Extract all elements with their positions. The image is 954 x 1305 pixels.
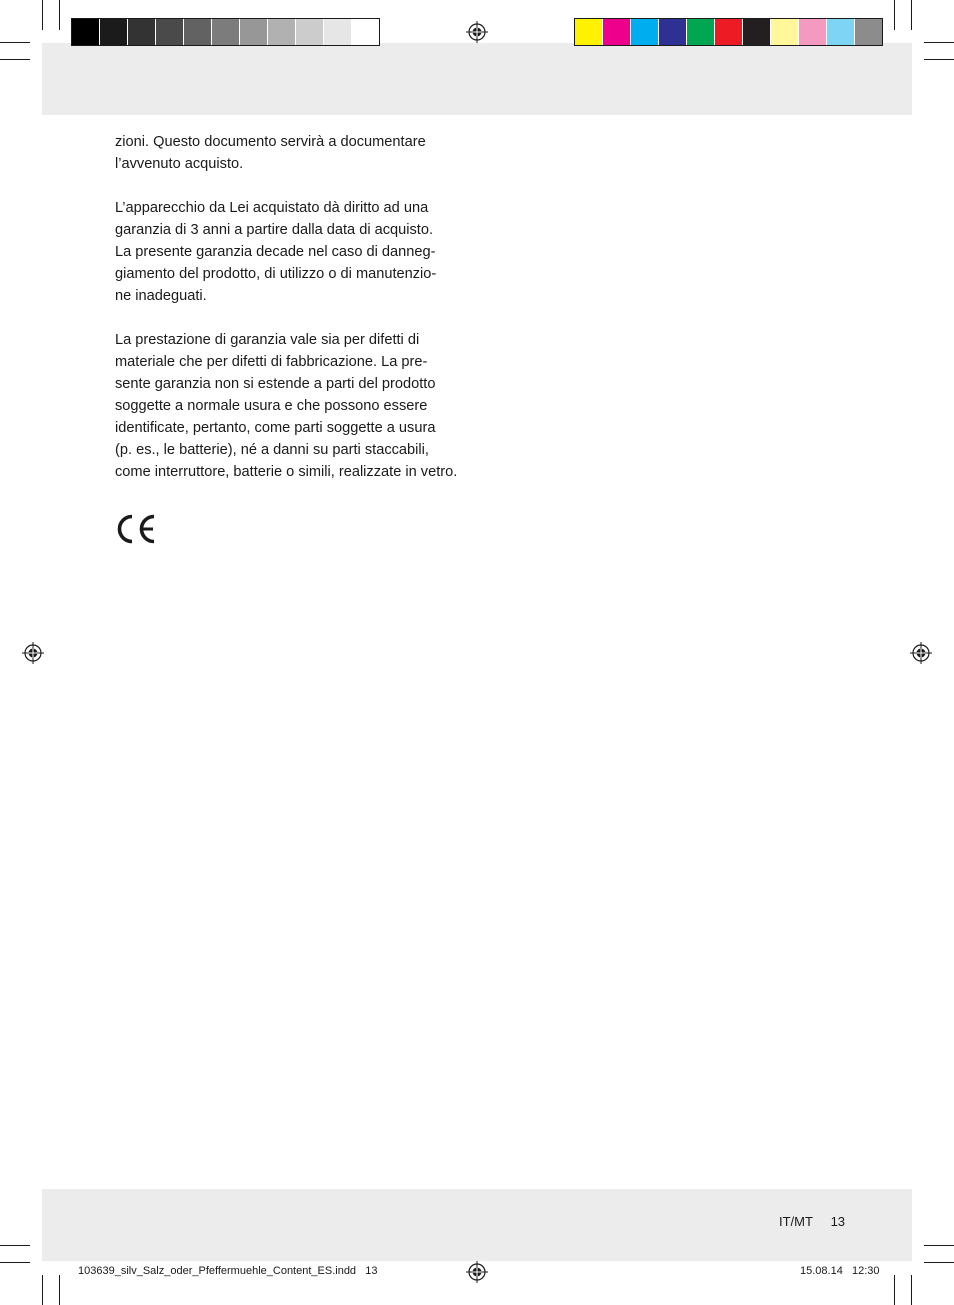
crop-mark — [924, 59, 954, 60]
crop-mark — [42, 1275, 43, 1305]
color-swatch — [799, 19, 827, 45]
paragraph-warranty-scope — [115, 329, 475, 483]
gray-swatch — [212, 19, 240, 45]
slug-datetime: 15.08.14 12:30 — [800, 1265, 880, 1277]
page-folio — [779, 1214, 845, 1229]
gray-swatch — [324, 19, 352, 45]
slug-filename: 103639_silv_Salz_oder_Pfeffermuehle_Content_ES.indd 13 — [78, 1265, 378, 1277]
gray-swatch — [352, 19, 379, 45]
crop-mark — [924, 1245, 954, 1246]
gray-swatch — [268, 19, 296, 45]
paragraph-receipt — [115, 131, 475, 175]
color-swatch — [743, 19, 771, 45]
crop-mark — [59, 1275, 60, 1305]
body-text — [115, 131, 475, 505]
color-swatch — [659, 19, 687, 45]
text-line: sente garanzia non si estende a parti del prodotto — [115, 376, 436, 392]
text-line: ne inadeguati. — [115, 288, 207, 304]
color-swatch — [827, 19, 855, 45]
crop-mark — [0, 59, 30, 60]
registration-mark-icon — [22, 642, 44, 664]
text-line: l’avvenuto acquisto. — [115, 156, 244, 172]
text-line: La presente garanzia decade nel caso di danneg- — [115, 244, 436, 260]
gray-swatch — [100, 19, 128, 45]
crop-mark — [924, 42, 954, 43]
color-swatch — [603, 19, 631, 45]
text-line: soggette a normale usura e che possono essere — [115, 398, 428, 414]
text-line: materiale che per difetti di fabbricazione. La pre- — [115, 354, 428, 370]
gray-swatch — [156, 19, 184, 45]
color-swatch — [687, 19, 715, 45]
text-line: La prestazione di garanzia vale sia per difetti di — [115, 332, 420, 348]
crop-mark — [59, 0, 60, 30]
text-line: come interruttore, batterie o simili, realizzate in vetro. — [115, 464, 458, 480]
gray-swatch — [128, 19, 156, 45]
text-line: garanzia di 3 anni a partire dalla data di acquisto. — [115, 222, 434, 238]
crop-mark — [894, 1275, 895, 1305]
text-line: L’apparecchio da Lei acquistato dà diritto ad una — [115, 200, 429, 216]
color-swatch — [715, 19, 743, 45]
gray-swatch — [296, 19, 324, 45]
text-line: zioni. Questo documento servirà a documentare — [115, 134, 426, 150]
color-swatch — [855, 19, 882, 45]
gray-swatch — [72, 19, 100, 45]
color-bar — [574, 18, 883, 46]
crop-mark — [911, 1275, 912, 1305]
color-swatch — [631, 19, 659, 45]
paragraph-warranty-term — [115, 197, 475, 307]
grayscale-bar — [71, 18, 380, 46]
ce-mark-icon — [113, 513, 157, 545]
registration-mark-icon — [910, 642, 932, 664]
crop-mark — [0, 1245, 30, 1246]
registration-mark-icon — [466, 1261, 488, 1283]
crop-mark — [924, 1262, 954, 1263]
crop-mark — [0, 42, 30, 43]
color-swatch — [771, 19, 799, 45]
crop-mark — [42, 0, 43, 30]
text-line: identificate, pertanto, come parti soggette a usura — [115, 420, 436, 436]
crop-mark — [911, 0, 912, 30]
gray-swatch — [240, 19, 268, 45]
color-swatch — [575, 19, 603, 45]
gray-swatch — [184, 19, 212, 45]
text-line: (p. es., le batterie), né a danni su parti staccabili, — [115, 442, 429, 458]
header-band — [42, 43, 912, 115]
page-number: 13 — [830, 1214, 846, 1229]
crop-mark — [0, 1262, 30, 1263]
crop-mark — [894, 0, 895, 30]
language-code: IT/MT — [779, 1214, 813, 1229]
text-line: giamento del prodotto, di utilizzo o di manutenzio- — [115, 266, 437, 282]
registration-mark-icon — [466, 21, 488, 43]
